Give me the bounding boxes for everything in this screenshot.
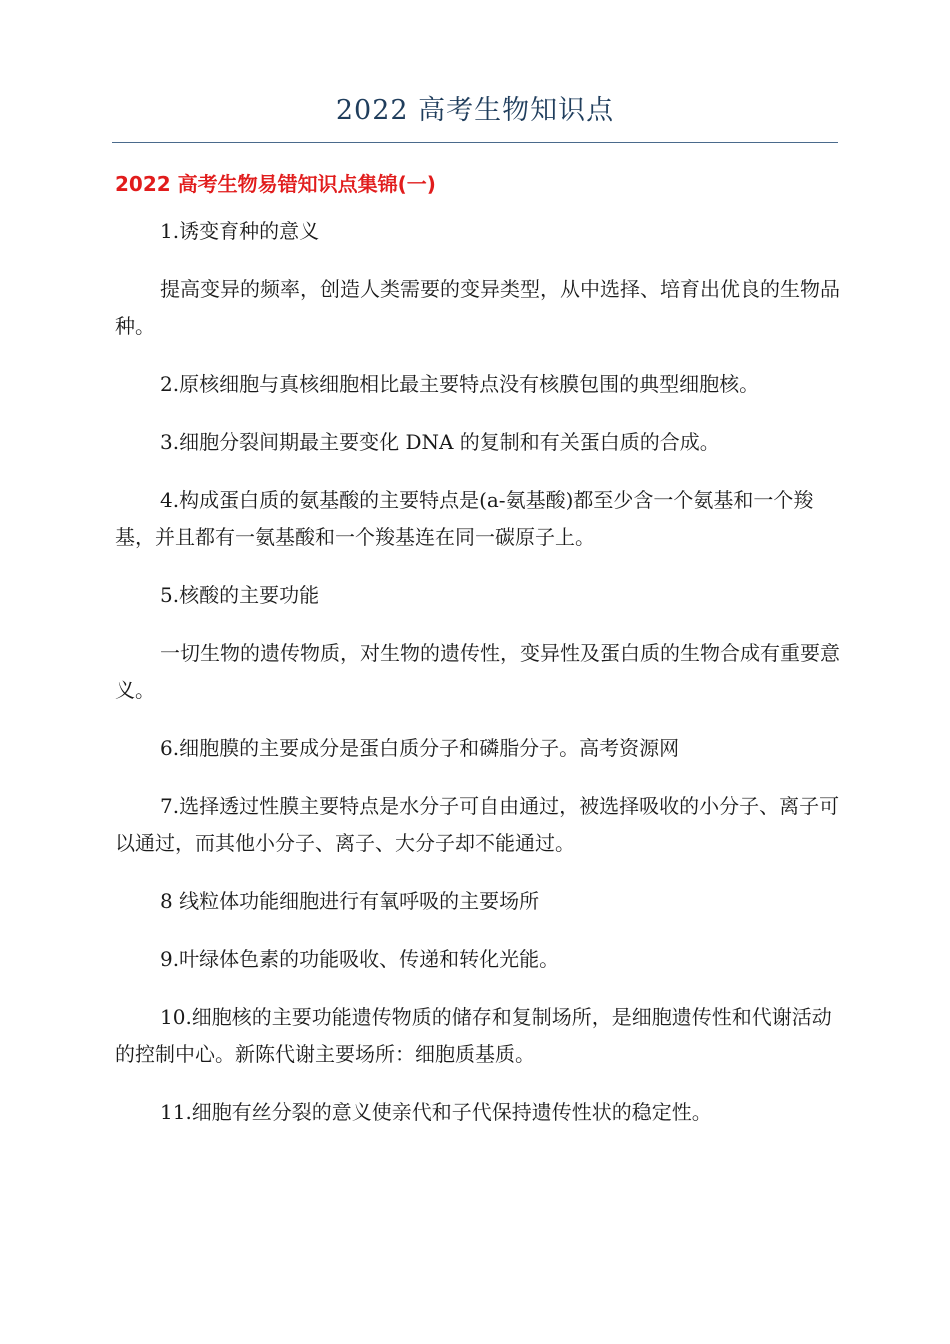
paragraph: 10.细胞核的主要功能遗传物质的储存和复制场所，是细胞遗传性和代谢活动的控制中心。新陈代谢主要场所：细胞质基质。 bbox=[115, 1005, 832, 1066]
paragraph: 8 线粒体功能细胞进行有氧呼吸的主要场所 bbox=[160, 889, 540, 913]
paragraph: 5.核酸的主要功能 bbox=[160, 583, 320, 607]
paragraph: 4.构成蛋白质的氨基酸的主要特点是(a-氨基酸)都至少含一个氨基和一个羧基，并且都有一氨基酸和一个羧基连在同一碳原子上。 bbox=[115, 488, 814, 549]
paragraph: 11.细胞有丝分裂的意义使亲代和子代保持遗传性状的稳定性。 bbox=[160, 1100, 712, 1124]
document-title: 2022 高考生物知识点 bbox=[335, 95, 615, 126]
paragraph: 9.叶绿体色素的功能吸收、传递和转化光能。 bbox=[160, 947, 560, 971]
paragraph: 一切生物的遗传物质，对生物的遗传性，变异性及蛋白质的生物合成有重要意义。 bbox=[115, 641, 840, 702]
section-heading: 2022 高考生物易错知识点集锦(一) bbox=[115, 172, 436, 196]
paragraph: 2.原核细胞与真核细胞相比最主要特点没有核膜包围的典型细胞核。 bbox=[160, 372, 760, 396]
document-body bbox=[115, 213, 843, 1152]
paragraph: 提高变异的频率，创造人类需要的变异类型，从中选择、培育出优良的生物品种。 bbox=[115, 277, 840, 338]
paragraph: 3.细胞分裂间期最主要变化 DNA 的复制和有关蛋白质的合成。 bbox=[160, 430, 720, 454]
paragraph: 1.诱变育种的意义 bbox=[160, 219, 320, 243]
title-divider bbox=[112, 142, 838, 143]
paragraph: 6.细胞膜的主要成分是蛋白质分子和磷脂分子。高考资源网 bbox=[160, 736, 680, 760]
paragraph: 7.选择透过性膜主要特点是水分子可自由通过，被选择吸收的小分子、离子可以通过，而其他小分子、离子、大分子却不能通过。 bbox=[115, 794, 840, 855]
